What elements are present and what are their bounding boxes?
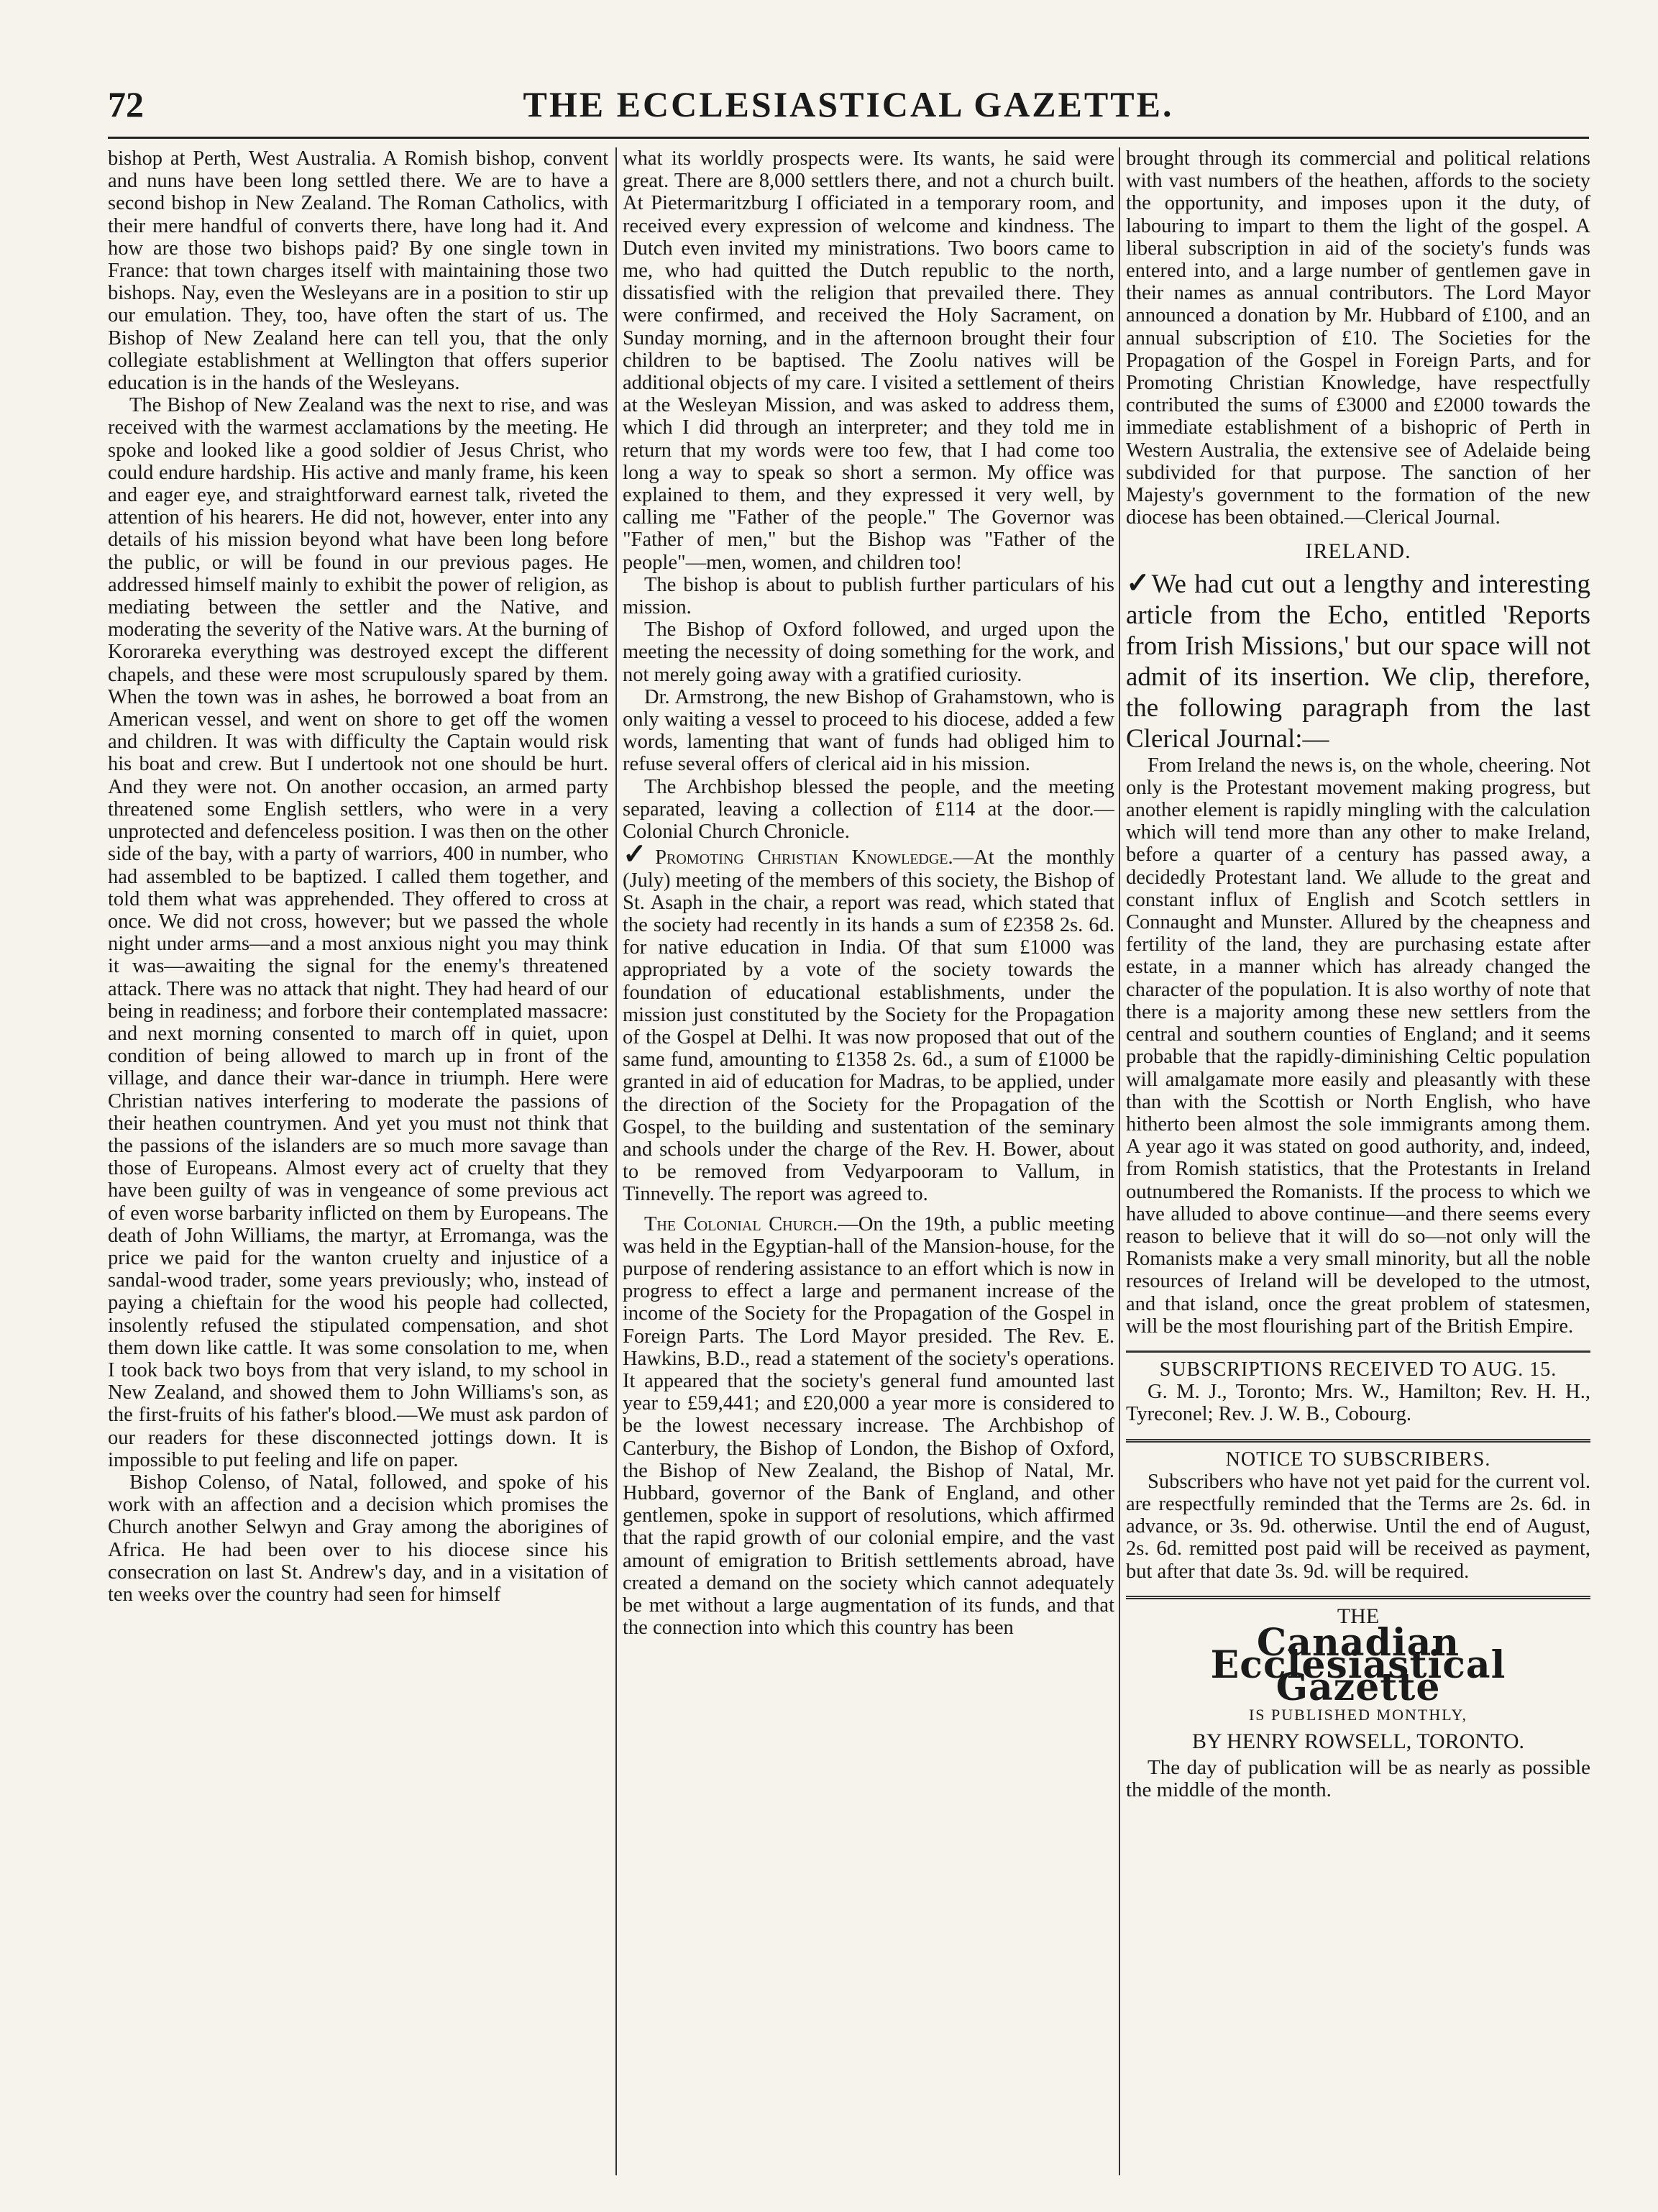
column-1 xyxy=(108,147,608,2183)
ireland-heading: IRELAND. xyxy=(1305,539,1411,564)
subscriptions-title: SUBSCRIPTIONS RECEIVED TO AUG. 15. xyxy=(1159,1358,1557,1381)
paragraph: The Archbishop blessed the people, and the meeting separated, leaving a collection of £114 at the door.—Colonial Church Chronicle. xyxy=(623,775,1114,844)
publication-note: The day of publication will be as nearly as possible the middle of the month. xyxy=(1126,1755,1590,1802)
pck-heading: Promoting Christian Knowledge. xyxy=(655,846,953,869)
colonial-church-body: —On the 19th, a public meeting was held in the Egyptian-hall of the Mansion-house, for the purpose of rendering assistance to an effort which is now in progress to effect a large and permanent increase of the income of the Society for the Propagation of the Gospel in Foreign Parts. The Lord Mayor presided. The Rev. E. Hawkins, B.D., read a statement of the society's operations. It appeared that the society's general fund amounted last year to £59,441; and £20,000 a year more is considered to be the lowest necessary increase. The Archbishop of Canterbury, the Bishop of London, the Bishop of Oxford, the Bishop of New Zealand, the Bishop of Natal, Mr. Hubbard, governor of the Bank of England, and other gentlemen, spoke in support of resolutions, which affirmed that the rapid growth of our colonial empire, and the vast amount of emigration to British settlements abroad, have created a demand on the society which cannot adequately be met without a large augmentation of its funds, and that the connection into which this country has been xyxy=(623,1212,1114,1640)
pck-body: —At the monthly (July) meeting of the members of this society, the Bishop of St. Asaph in the chair, a report was read, which stated that the society had recently in its hands a sum of £2358 2s. 6d. for native education in India. Of that sum £1000 was appropriated by a vote of the society towards the foundation of educational establishments, under the mission just constituted by the Society for the Propagation of the Gospel at Delhi. It was now proposed that out of the same fund, amounting to £1358 2s. 6d., a sum of £1000 be granted in aid of education for Madras, to be applied, under the direction of the Society for the Propagation of the Gospel, to the building and sustentation of the seminary and schools under the charge of the Rev. H. Bower, about to be removed from Vedyarpooram to Vallum, in Tinnevelly. The report was agreed to. xyxy=(623,846,1114,1206)
column-3 xyxy=(1126,147,1590,2183)
section-rule xyxy=(1126,1439,1590,1443)
section-rule xyxy=(1126,1350,1590,1353)
page-number: 72 xyxy=(108,84,144,124)
column-2 xyxy=(623,147,1114,2183)
checkmark-icon: ✓ xyxy=(623,838,656,871)
gazette-name: Canadian Ecclesiastical Gazette xyxy=(1210,1620,1506,1710)
notice-title: NOTICE TO SUBSCRIBERS. xyxy=(1225,1448,1491,1471)
published-monthly: IS PUBLISHED MONTHLY, xyxy=(1248,1705,1468,1724)
paragraph: The Bishop of Oxford followed, and urged upon the meeting the necessity of doing something for the work, and not merely going away with a gratified curiosity. xyxy=(623,618,1114,686)
header-rule xyxy=(108,137,1589,139)
colonial-church-heading: The Colonial Church. xyxy=(644,1212,838,1235)
paragraph: what its worldly prospects were. Its wants, he said were great. There are 8,000 settlers there, and not a church built. At Pietermaritzburg I officiated in a temporary room, and received every expression of welcome and kindness. The Dutch even invited my ministrations. Two boors came to me, who had quitted the Dutch republic to the north, dissatisfied with the religion that prevailed there. They were confirmed, and received the Holy Sacrament, on Sunday morning, and in the afternoon brought their four children to be baptised. The Zoolu natives will be additional objects of my care. I visited a settlement of theirs at the Wesleyan Mission, and was asked to address them, which I did through an interpreter; and they told me in return that my words were too few, that I had come too long a way to speak so short a sermon. My office was explained to them, and they expressed it very well, by calling me "Father of the people." The Governor was "Father of men," but the Bishop was "Father of the people"—men, women, and children too! xyxy=(623,147,1114,574)
notice-body: Subscribers who have not yet paid for the current vol. are respectfully reminded that the Terms are 2s. 6d. in advance, or 3s. 9d. otherwise. Until the end of August, 2s. 6d. remitted post paid will be received as payment, but after that date 3s. 9d. will be required. xyxy=(1126,1470,1590,1583)
paragraph: brought through its commercial and political relations with vast numbers of the heathen, affords to the society the opportunity, and imposes upon it the duty, of labouring to impart to them the light of the gospel. A liberal subscription in aid of the society's funds was entered into, and a large number of gentlemen gave in their names as annual contributors. The Lord Mayor announced a donation by Mr. Hubbard of £100, and an annual subscription of £10. The Societies for the Propagation of the Gospel in Foreign Parts, and for Promoting Christian Knowledge, have respectfully contributed the sums of £3000 and £2000 towards the immediate establishment of a bishopric of Perth in Western Australia, the extensive see of Adelaide being subdivided for that purpose. The sanction of her Majesty's government to the formation of the new diocese has been obtained.—Clerical Journal. xyxy=(1126,147,1590,529)
colonial-church-paragraph xyxy=(623,1213,1114,1640)
paragraph: Dr. Armstrong, the new Bishop of Grahamstown, who is only waiting a vessel to proceed to his diocese, added a few words, lamenting that want of funds had obliged him to refuse several offers of clerical aid in his mission. xyxy=(623,685,1114,776)
advert-the: THE xyxy=(1337,1604,1380,1628)
column-rule xyxy=(615,147,617,2175)
journal-title: THE ECCLESIASTICAL GAZETTE. xyxy=(523,84,1174,124)
publisher-line: BY HENRY ROWSELL, TORONTO. xyxy=(1192,1729,1524,1753)
paragraph: Bishop Colenso, of Natal, followed, and spoke of his work with an affection and a decision which promises the Church another Selwyn and Gray among the aborigines of Africa. He had been over to his diocese since his consecration on last St. Andrew's day, and in a visitation of ten weeks over the country had seen for himself xyxy=(108,1471,608,1606)
subscriptions-body: G. M. J., Toronto; Mrs. W., Hamilton; Rev. H. H., Tyreconel; Rev. J. W. B., Cobourg. xyxy=(1126,1381,1590,1426)
section-rule xyxy=(1126,1596,1590,1599)
paragraph: bishop at Perth, West Australia. A Romish bishop, convent and nuns have been long settled there. We are to have a second bishop in New Zealand. The Roman Catholics, with their mere handful of converts there, have long had it. And how are those two bishops paid? By one single town in France: that town charges itself with maintaining those two bishops. Nay, even the Wesleyans are in a position to stir up our emulation. They, too, have often the start of us. The Bishop of New Zealand here can tell you, that the only collegiate establishment at Wellington that offers superior education is in the hands of the Wesleyans. xyxy=(108,147,608,395)
ireland-intro: ✓We had cut out a lengthy and interesting article from the Echo, entitled 'Reports from Irish Missions,' but our space will not admit of its insertion. We clip, therefore, the following paragraph from the last Clerical Journal:— xyxy=(1126,566,1590,754)
paragraph: The Bishop of New Zealand was the next to rise, and was received with the warmest acclamations by the meeting. He spoke and looked like a good soldier of Jesus Christ, who could endure hardship. His active and manly frame, his keen and eager eye, and straightforward earnest talk, riveted the attention of his hearers. He did not, however, enter into any details of his mission beyond what have been long before the public, or will be found in our previous pages. He addressed himself mainly to exhibit the power of religion, as mediating between the settler and the Native, and moderating the severity of the Native wars. At the burning of Kororareka everything was destroyed except the different chapels, and these were most scrupulously spared by them. When the town was in ashes, he borrowed a boat from an American vessel, and went on shore to get off the women and children. It was with difficulty the Captain would risk his boat and crew. But I undertook not one should be hurt. And they were not. On another occasion, an armed party threatened some English settlers, who were in a very unprotected and defenceless position. I was then on the other side of the bay, with a party of warriors, 400 in number, who had assembled to be baptized. I called them together, and told them what was apprehended. They offered to cross at once. We did not cross, however; but we passed the whole night under arms—and a most anxious night you may think it was—awaiting the signal for the enemy's threatened attack. There was no attack that night. They had heard of our being in readiness; and forbore their contemplated massacre: and next morning consented to march off in quiet, upon condition of being allowed to march up in front of the village, and dance their war-dance in triumph. Here were Christian natives interfering to moderate the passions of their heathen countrymen. And yet you must not think that the passions of the islanders are so much more savage than those of Europeans. Almost every act of cruelty that they have been guilty of was in vengeance of some previous act of even worse barbarity inflicted on them by Europeans. The death of John Williams, the martyr, at Erromanga, was the price we paid for the wanton cruelty and injustice of a sandal-wood trader, some years previously; who, instead of paying a chieftain for the wood his people had collected, insolently refused the stipulated compensation, and shot them down like cattle. It was some consolation to me, when I took back two boys from that very island, to my school in New Zealand, and showed them to John Williams's son, as the first-fruits of his father's blood.—We must ask pardon of our readers for these disconnected jottings down. It is impossible to put feeling and life on paper. xyxy=(108,394,608,1471)
ireland-body: From Ireland the news is, on the whole, cheering. Not only is the Protestant movement making progress, but another element is rapidly mingling with the calculation which will tend more than any other to make Ireland, before a quarter of a century has passed away, a decidedly Protestant land. We allude to the great and constant influx of English and Scotch settlers in Connaught and Munster. Allured by the cheapness and fertility of the land, they are purchasing estate after estate, in a manner which has already changed the character of the population. It is also worthy of note that there is a majority among these new settlers from the central and southern counties of England; and it seems probable that the rapidly-diminishing Celtic population will amalgamate more easily and pleasantly with these than with the Scottish or North English, who have hitherto been almost the sole immigrants among them. A year ago it was stated on good authority, and, indeed, from Romish statistics, that the Protestants in Ireland outnumbered the Romanists. If the process to which we have alluded to above continue—and there seems every reason to believe that it will do so—not only will the Romanists make a very small minority, but all the noble resources of Ireland will be developed to the utmost, and that island, once the great problem of statesmen, will be the most flourishing part of the British Empire. xyxy=(1126,754,1590,1338)
pck-paragraph xyxy=(623,838,1114,1206)
checkmark-icon: ✓ xyxy=(1126,566,1152,599)
column-rule xyxy=(1119,147,1120,2175)
page-header xyxy=(108,83,1589,134)
paragraph: The bishop is about to publish further particulars of his mission. xyxy=(623,573,1114,619)
